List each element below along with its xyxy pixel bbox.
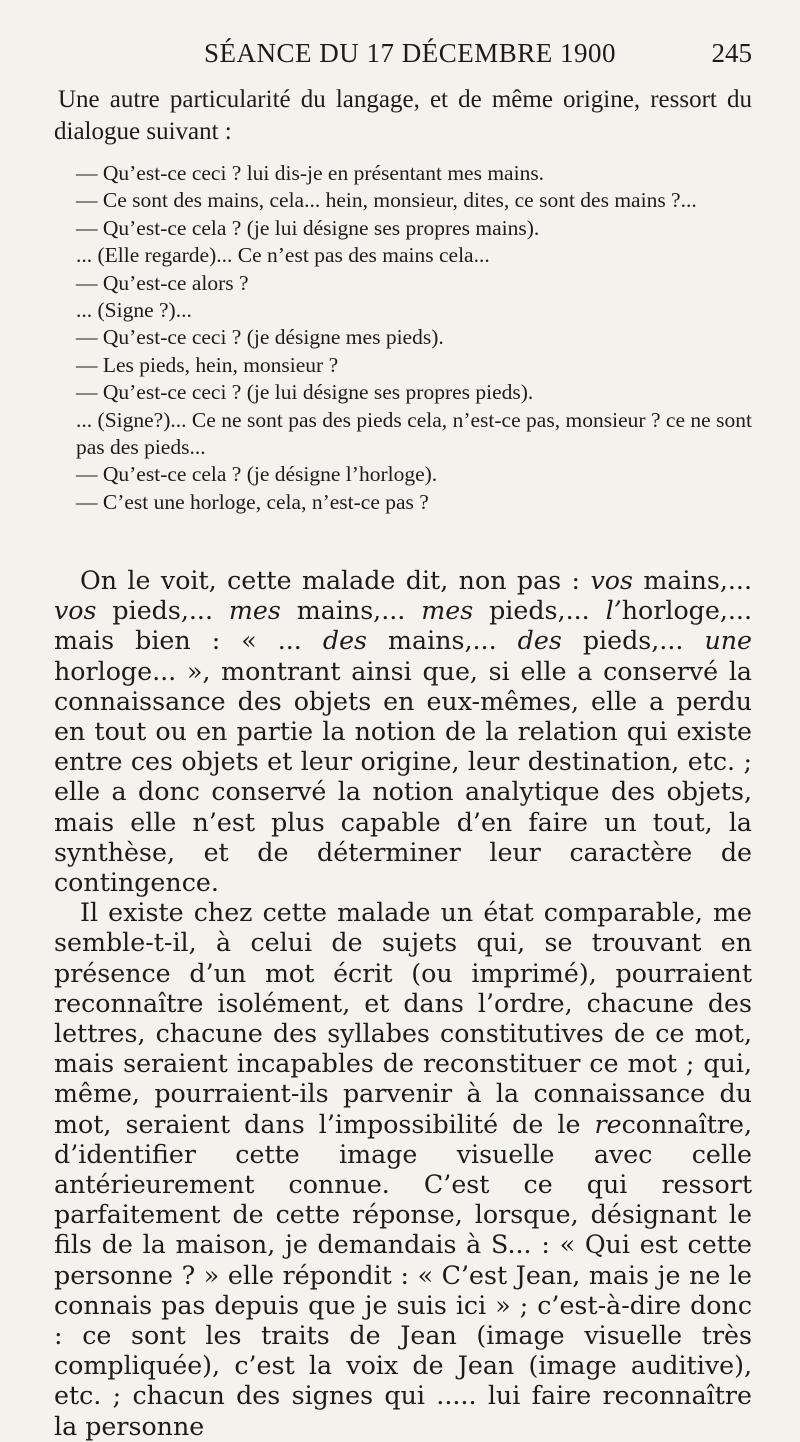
text-run: pieds,...: [96, 596, 229, 626]
text-run: pieds,...: [561, 626, 705, 656]
dialogue-line: — Ce sont des mains, cela... hein, monsieur, dites, ce sont des mains ?...: [76, 188, 697, 213]
text-run: Il existe chez cette malade un état comparable, me semble-t-il, à celui de sujets qui, se trouvant en présence d’un mot écrit (ou imprimé), pourraient reconnaître isolément, et dans l’ordre, chacune des lettres, chacune des syllabes constitutives de ce mot, mais seraient incapables de reconstituer ce mot ; qui, même, pourraient-ils parvenir à la connaissance du mot, seraient dans l’impossibilité de le: [54, 898, 752, 1139]
text-run: horloge... », montrant ainsi que, si elle a conservé la connaissance des objets en eux-mêmes, elle a perdu en tout ou en partie la notion de la relation qui existe entre ces objets et leur origine, leur destination, etc. ; elle a donc conservé la notion analytique des objets, mais elle n’est plus capable d’en faire un tout, la synthèse, et de déterminer leur caractère de contingence.: [54, 656, 752, 898]
dialogue-line: — Qu’est-ce ceci ? lui dis-je en présentant mes mains.: [76, 161, 545, 185]
italic-run: une: [704, 626, 752, 656]
text-run: pieds,...: [473, 596, 606, 626]
body-text: [54, 566, 752, 1442]
italic-run: des: [322, 626, 368, 656]
dialogue-line: — Qu’est-ce ceci ? (je désigne mes pieds).: [76, 325, 444, 350]
italic-run: l’: [605, 596, 622, 626]
text-run: connaître, d’identifier cette image visuelle avec celle antérieurement connue. C’est ce qui ressort parfaitement de cette réponse, lorsque, désignant le fils de la maison, je demandais à S... : « Qui est cette personne ? » elle répondit : « C’est Jean, mais je ne le connais pas depuis que je suis ici » ; c’est-à-dire donc : ce sont les traits de Jean (image visuelle très compliquée), c’est la voix de Jean (image auditive), etc. ; chacun des signes qui ..... lui faire reconnaître la personne: [54, 1109, 752, 1441]
paragraph-comparison: [54, 898, 752, 1442]
dialogue-line: — C’est une horloge, cela, n’est-ce pas ?: [76, 489, 429, 514]
text-run: mains,...: [633, 566, 753, 595]
text-run: mains,...: [280, 596, 422, 626]
dialogue-line: ... (Signe ?)...: [76, 298, 192, 323]
dialogue-line: ... (Elle regarde)... Ce n’est pas des mains cela...: [76, 243, 490, 268]
text-run: horloge,... mais bien : « ...: [54, 596, 752, 656]
text-run: mains,...: [367, 626, 518, 656]
page-header: [54, 34, 752, 74]
text-run: On le voit, cette malade dit, non pas :: [80, 566, 591, 595]
page-number: 245: [711, 38, 752, 68]
dialogue-line: — Qu’est-ce alors ?: [76, 270, 249, 295]
dialogue-line: — Qu’est-ce ceci ? (je lui désigne ses propres pieds).: [76, 380, 534, 405]
italic-run: des: [517, 626, 562, 656]
dialogue-block: [54, 160, 752, 516]
running-head: SÉANCE DU 17 DÉCEMBRE 1900: [204, 38, 617, 68]
dialogue-line: — Les pieds, hein, monsieur ?: [76, 352, 339, 377]
italic-run: vos: [590, 566, 633, 595]
intro-paragraph: Une autre particularité du langage, et de même origine, ressort du dialogue suivant :: [54, 86, 752, 145]
dialogue-line: ... (Signe?)... Ce ne sont pas des pieds cela, n’est-ce pas, monsieur ? ce ne sont pas des pieds...: [76, 407, 752, 460]
dialogue-line: — Qu’est-ce cela ? (je lui désigne ses propres mains).: [76, 215, 540, 240]
paragraph-analysis: [54, 566, 752, 898]
italic-run: vos: [54, 596, 97, 626]
italic-run: mes: [421, 596, 474, 626]
italic-run: re: [594, 1109, 622, 1139]
italic-run: mes: [228, 596, 281, 626]
dialogue-line: — Qu’est-ce cela ? (je désigne l’horloge).: [76, 462, 438, 487]
